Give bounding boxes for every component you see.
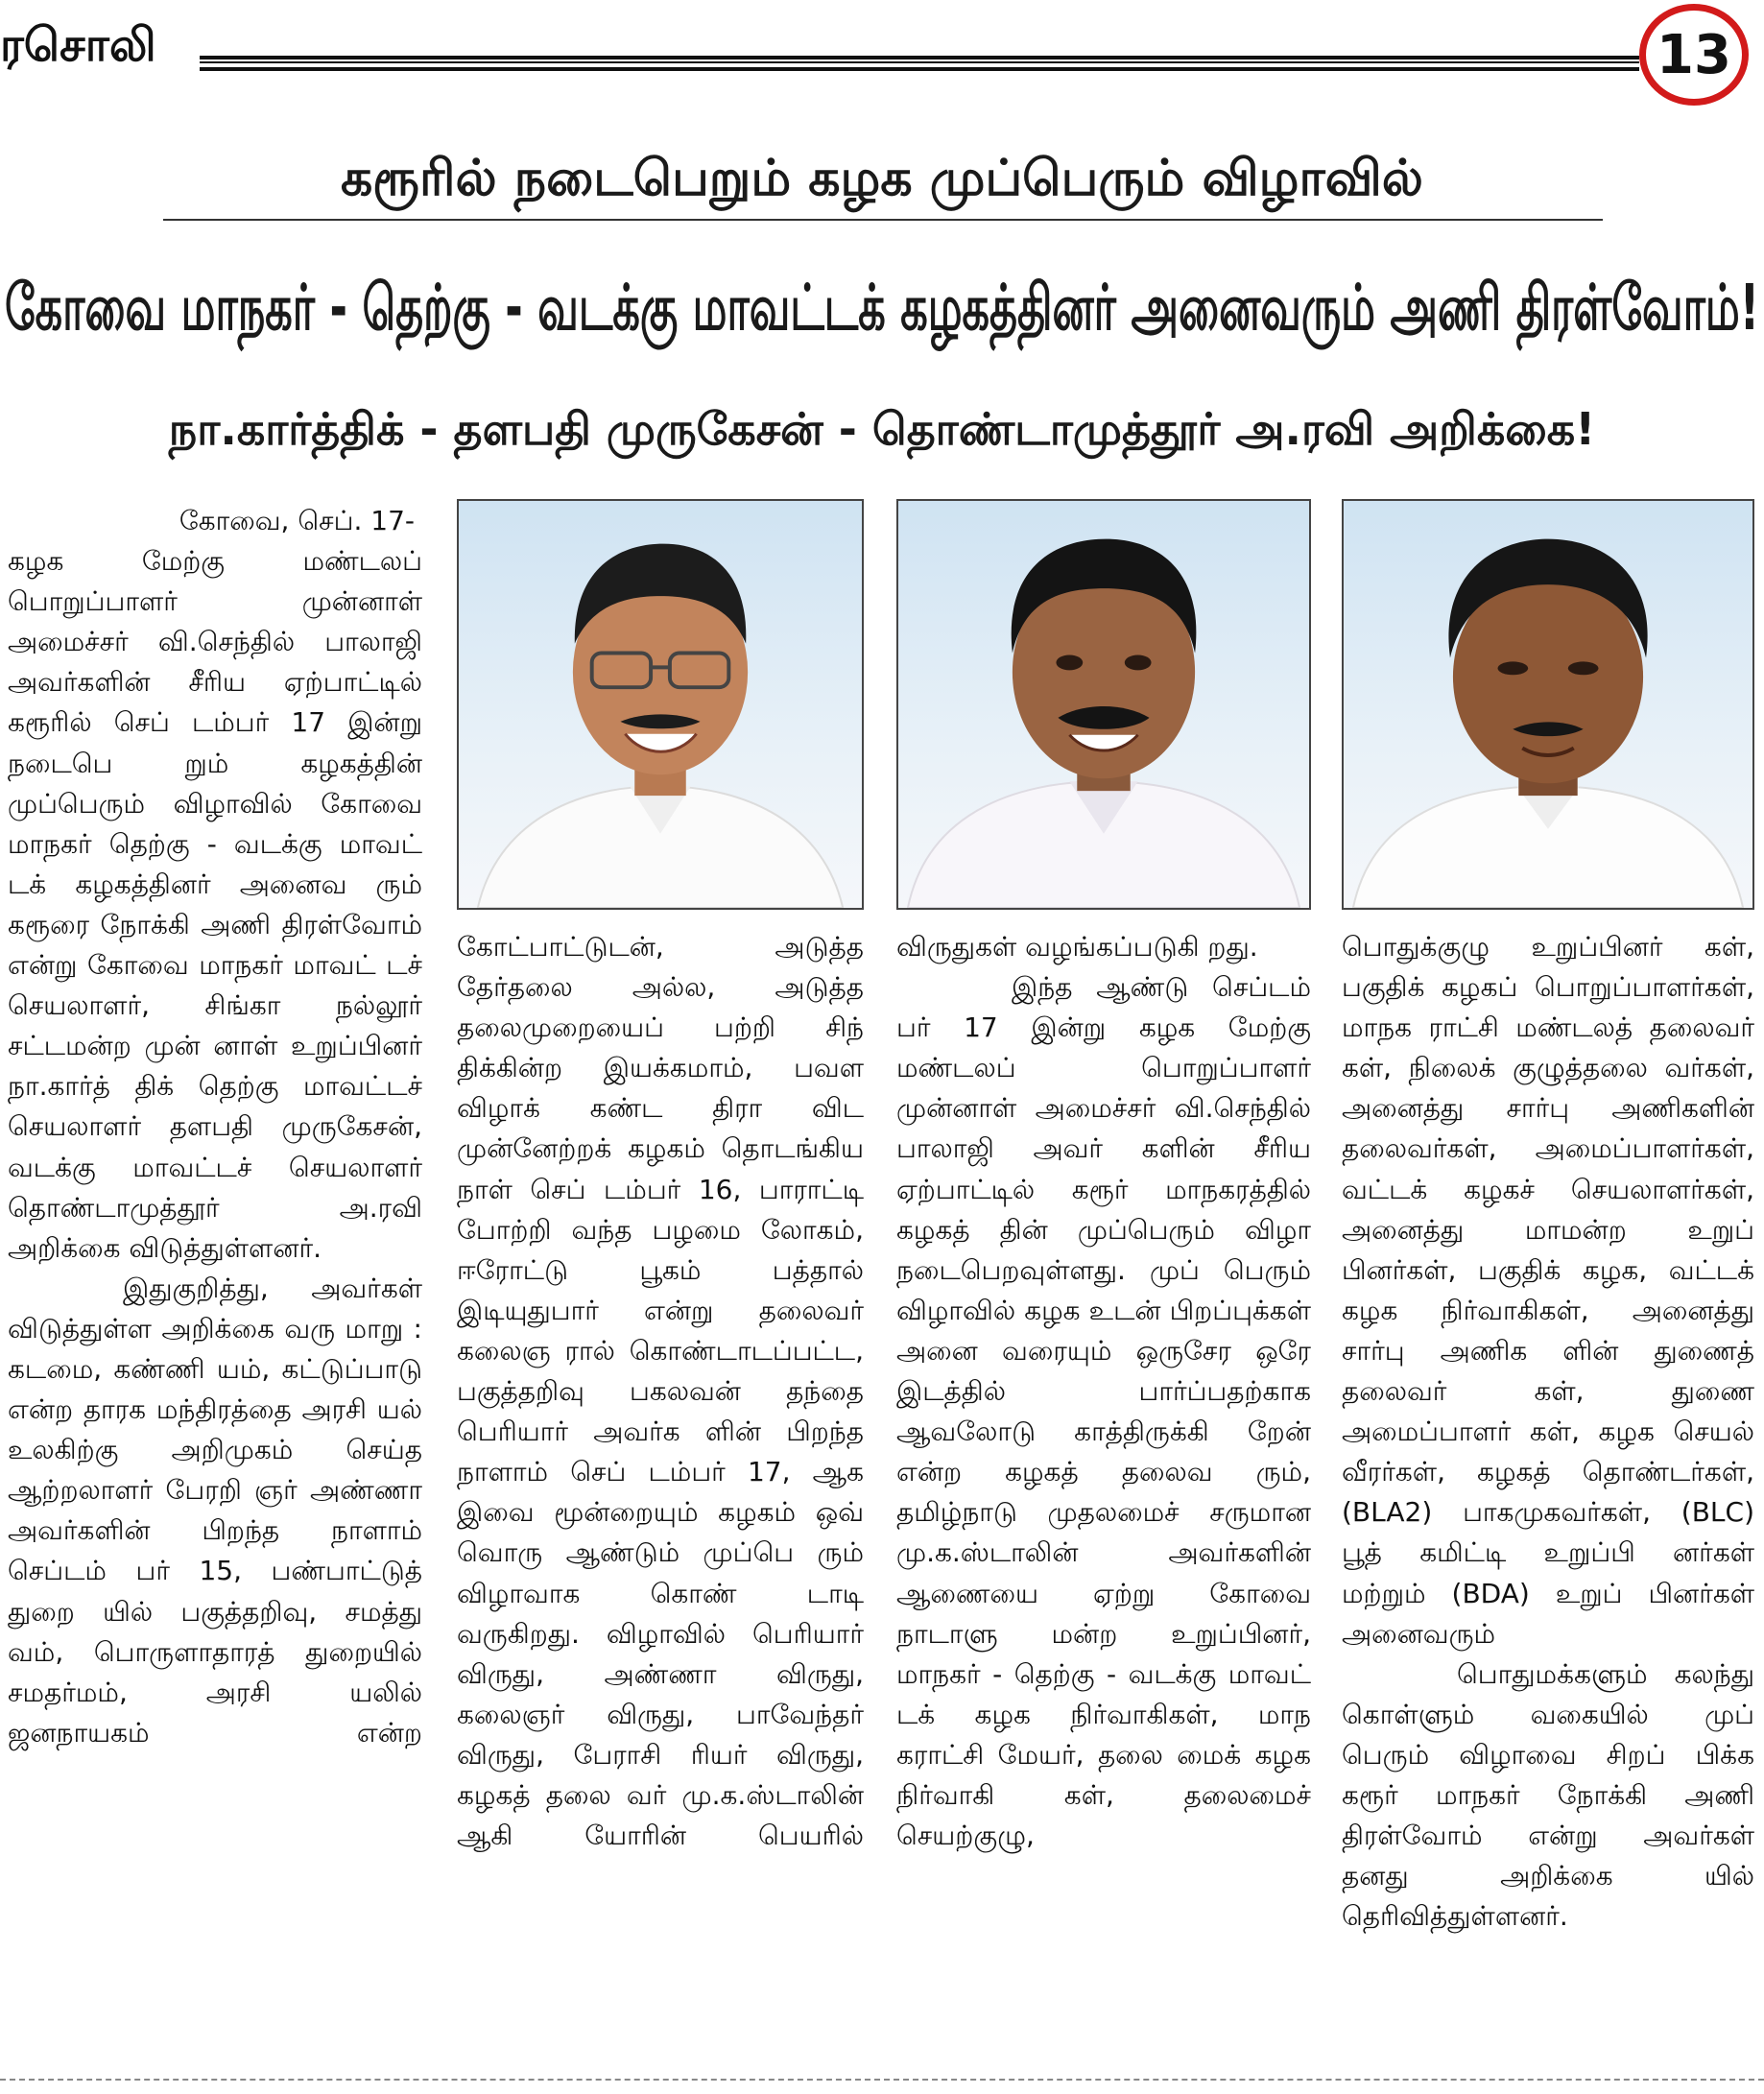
paragraph: விருதுகள் வழங்கப்படுகி றது.: [896, 931, 1258, 963]
newspaper-name: ரசொலி: [0, 18, 156, 72]
masthead: [0, 0, 1764, 115]
page-bottom-rule: [0, 2079, 1764, 2081]
paragraph: பொதுக்குழு உறுப்பினர் கள், பகுதிக் கழகப் பொறுப்பாளர்கள், மாநக ராட்சி மண்டலத் தலைவர் கள், நிலைக் குழுத்தலை வர்கள், அனைத்து சார்பு அணிகளின் தலைவர்கள், அமைப்பாளர்கள், வட்டக் கழகச் செயலாளர்கள், அனைத்து மாமன்ற உறுப் பினர்கள், பகுதிக் கழக, வட்டக் கழக நிர்வாகிகள், அனைத்து சார்பு அணிக ளின் துணைத் தலைவர் கள், துணை அமைப்பாளர் கள், கழக செயல் வீரர்கள், கழகத் தொண்டர்கள், (BLA2) பாகமுகவர்கள், (BLC) பூத் கமிட்டி உறுப்பி னர்கள் மற்றும் (BDA) உறுப் பினர்கள் அனைவரும்: [1342, 931, 1754, 1650]
paragraph: இதுகுறித்து, அவர்கள் விடுத்துள்ள அறிக்கை வரு மாறு : கடமை, கண்ணி யம், கட்டுப்பாடு என்ற தாரக மந்திரத்தை அரசி யல் உலகிற்கு அறிமுகம் செய்த ஆற்றலாளர் பேரறி ஞர் அண்ணா அவர்களின் பிறந்த நாளாம் செப்டம் பர் 15, பண்பாட்டுத் துறை யில் பகுத்தறிவு, சமத்து வம், பொருளாதாரத் துறையில் சமதர்மம், அரசி யலில் ஜனநாயகம் என்ற: [8, 1272, 422, 1749]
article-column-4: [1342, 927, 1754, 2071]
article-column-3: [896, 927, 1311, 2071]
main-headline-text: கோவை மாநகர் - தெற்கு - வடக்கு மாவட்டக் கழகத்தினர் அனைவரும் அணி திரள்வோம்!: [5, 271, 1759, 345]
article-column-1: [8, 501, 422, 2071]
portrait-1-illustration: [459, 501, 862, 908]
kicker-underline: [163, 219, 1603, 221]
masthead-rule: [200, 56, 1639, 71]
portrait-photo-2: [896, 499, 1311, 910]
article-column-2: [457, 927, 864, 2071]
paragraph: கழக மேற்கு மண்டலப் பொறுப்பாளர் முன்னாள் அமைச்சர் வி.செந்தில் பாலாஜி அவர்களின் சீரிய ஏற்பாட்டில் கரூரில் செப் டம்பர் 17 இன்று நடைபெ றும் கழகத்தின் முப்பெரும் விழாவில் கோவை மாநகர் தெற்கு - வடக்கு மாவட் டக் கழகத்தினர் அனைவ ரும் கரூரை நோக்கி அணி திரள்வோம் என்று கோவை மாநகர் மாவட் டச் செயலாளர், சிங்கா நல்லூர் சட்டமன்ற முன் னாள் உறுப்பினர் நா.கார்த் திக் தெற்கு மாவட்டச் செயலாளர் தளபதி முருகேசன், வடக்கு மாவட்டச் செயலாளர் தொண்டாமுத்தூர் அ.ரவி அறிக்கை விடுத்துள்ளனர்.: [8, 545, 422, 1264]
deck-headline: நா.கார்த்திக் - தளபதி முருகேசன் - தொண்டாமுத்தூர் அ.ரவி அறிக்கை!: [168, 403, 1596, 455]
paragraph: பொதுமக்களும் கலந்து கொள்ளும் வகையில் முப் பெரும் விழாவை சிறப் பிக்க கரூர் மாநகர் நோக்கி அணி திரள்வோம் என்று அவர்கள் தனது அறிக்கை யில் தெரிவித்துள்ளனர்.: [1342, 1657, 1754, 1933]
paragraph: கோட்பாட்டுடன், அடுத்த தேர்தலை அல்ல, அடுத்த தலைமுறையைப் பற்றி சிந் திக்கின்ற இயக்கமாம், பவள விழாக் கண்ட திரா விட முன்னேற்றக் கழகம் தொடங்கிய நாள் செப் டம்பர் 16, பாராட்டி போற்றி வந்த பழமை லோகம், ஈரோட்டு பூகம் பத்தால் இடியுதுபார் என்று தலைவர் கலைஞ ரால் கொண்டாடப்பட்ட, பகுத்தறிவு பகலவன் தந்தை பெரியார் அவர்க ளின் பிறந்த நாளாம் செப் டம்பர் 17, ஆக இவை மூன்றையும் கழகம் ஒவ் வொரு ஆண்டும் முப்பெ ரும் விழாவாக கொண் டாடி வருகிறது. விழாவில் பெரியார் விருது, அண்ணா விருது, கலைஞர் விருது, பாவேந்தர் விருது, பேராசி ரியர் விருது, கழகத் தலை வர் மு.க.ஸ்டாலின் ஆகி யோரின் பெயரில்: [457, 931, 864, 1852]
portrait-3-illustration: [1344, 501, 1752, 908]
kicker-headline: கரூரில் நடைபெறும் கழக முப்பெரும் விழாவில்: [341, 150, 1423, 207]
portrait-photo-3: [1342, 499, 1754, 910]
page-number-badge: 13: [1639, 4, 1749, 106]
dateline: கோவை, செப். 17-: [179, 505, 415, 536]
portrait-2-illustration: [898, 501, 1309, 908]
main-headline: [0, 246, 1764, 370]
paragraph: இந்த ஆண்டு செப்டம் பர் 17 இன்று கழக மேற்கு மண்டலப் பொறுப்பாளர் முன்னாள் அமைச்சர் வி.செந்தில் பாலாஜி அவர் களின் சீரிய ஏற்பாட்டில் கரூர் மாநகரத்தில் கழகத் தின் முப்பெரும் விழா நடைபெறவுள்ளது. முப் பெரும் விழாவில் கழக உடன் பிறப்புக்கள் அனை வரையும் ஒருசேர ஒரே இடத்தில் பார்ப்பதற்காக ஆவலோடு காத்திருக்கி றேன் என்ற கழகத் தலைவ ரும், தமிழ்நாடு முதலமைச் சருமான மு.க.ஸ்டாலின் அவர்களின் ஆணையை ஏற்று கோவை நாடாளு மன்ற உறுப்பினர், மாநகர் - தெற்கு - வடக்கு மாவட் டக் கழக நிர்வாகிகள், மாந கராட்சி மேயர், தலை மைக் கழக நிர்வாகி கள், தலைமைச் செயற்குழு,: [896, 971, 1311, 1852]
portrait-photo-1: [457, 499, 864, 910]
